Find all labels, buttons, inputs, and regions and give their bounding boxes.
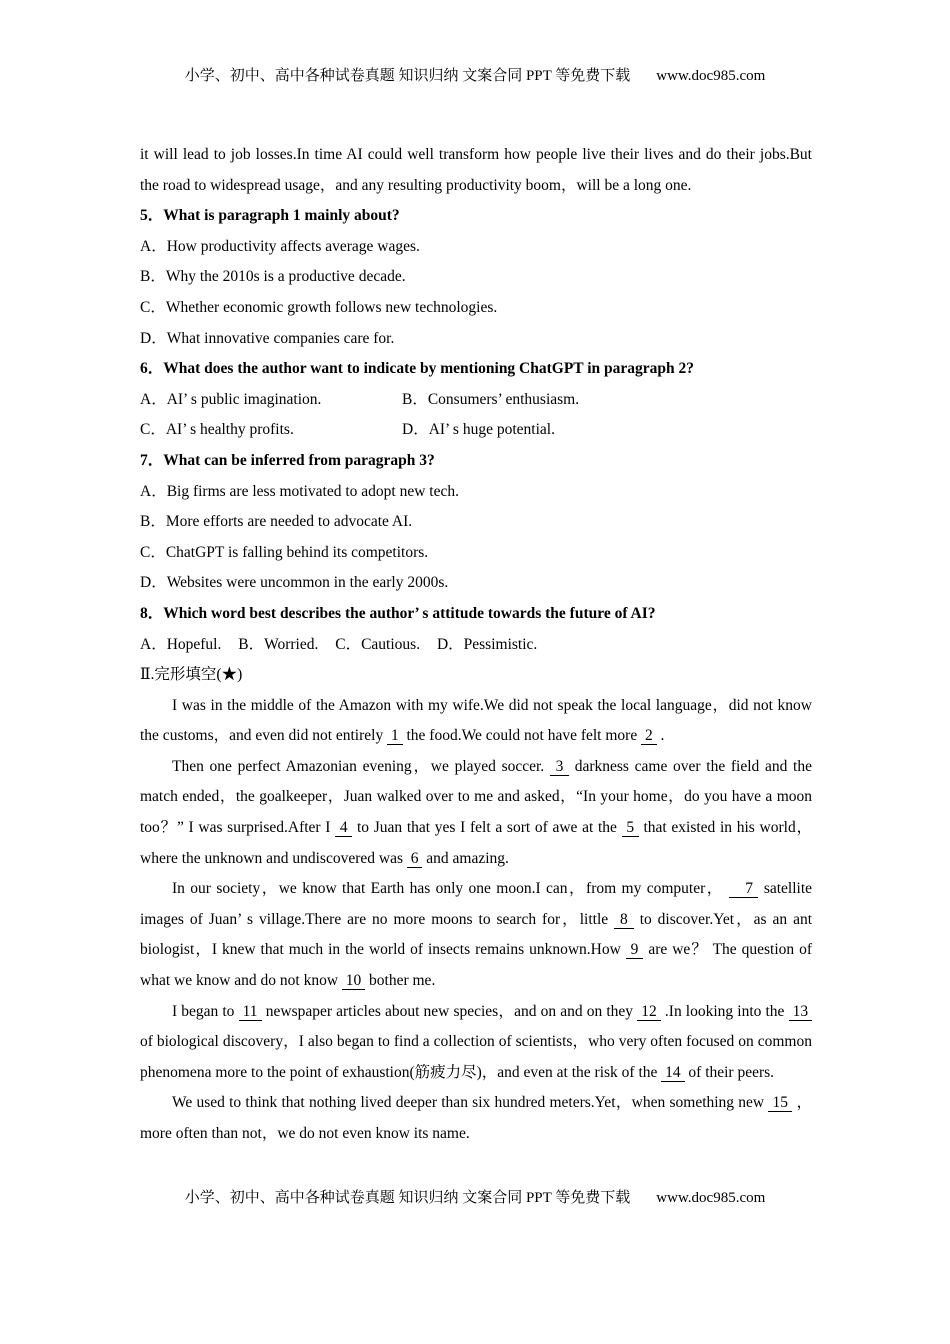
document-body	[140, 140, 812, 1150]
cloze-paragraph-2: Then one perfect Amazonian evening，we played soccer. 3 darkness came over the field and the match ended，the goalkeeper，Juan walked over to me and asked，“In your home，do you have a moon too？” I was surprised.After I 4 to Juan that yes I felt a sort of awe at the 5 that existed in his world，where the unknown and undiscovered was 6 and amazing.	[140, 757, 813, 867]
cloze-blank-1: 1	[387, 727, 403, 745]
cloze-paragraph-3: In our society，we know that Earth has only one moon.I can，from my computer， 7 satellite images of Juan’ s village.There are no more moons to search for，little 8 to discover.Yet，as an ant biologist，I knew that much in the world of insects remains unknown.How 9 are we？ The question of what we know and do not know 10 bother me.	[140, 880, 813, 990]
question-8-option-b: B．Worried.	[238, 635, 319, 653]
question-6-option-a: A．AI’ s public imagination.	[140, 390, 322, 408]
watermark-header-url: www.doc985.com	[656, 68, 766, 84]
question-8-option-d: D．Pessimistic.	[436, 635, 538, 653]
question-7-option-d: D．Websites were uncommon in the early 2000s.	[140, 574, 449, 592]
watermark-footer-url: www.doc985.com	[656, 1190, 766, 1206]
question-5	[140, 201, 812, 354]
question-5-option-d: D．What innovative companies care for.	[140, 329, 395, 347]
watermark-header-text: 小学、初中、高中各种试卷真题 知识归纳 文案合同 PPT 等免费下载	[184, 68, 631, 84]
question-6	[140, 354, 812, 446]
question-6-options	[140, 385, 812, 446]
question-6-option-d: D．AI’ s huge potential.	[402, 421, 555, 439]
watermark-header	[0, 64, 950, 85]
question-5-option-a: A．How productivity affects average wages.	[140, 237, 420, 255]
question-8-options	[140, 630, 812, 661]
question-6-option-c: C．AI’ s healthy profits.	[140, 421, 294, 439]
question-7-stem: 7．What can be inferred from paragraph 3?	[140, 451, 435, 469]
question-5-option-b: B．Why the 2010s is a productive decade.	[140, 268, 406, 286]
question-7-option-a: A．Big firms are less motivated to adopt new tech.	[140, 482, 459, 500]
question-8-stem: 8．Which word best describes the author’ s attitude towards the future of AI?	[140, 604, 656, 622]
question-7-option-b: B．More efforts are needed to advocate AI.	[140, 513, 413, 531]
question-6-option-b: B．Consumers’ enthusiasm.	[402, 390, 580, 408]
question-6-stem: 6．What does the author want to indicate by mentioning ChatGPT in paragraph 2?	[140, 360, 695, 378]
cloze-blank-13: 13	[788, 1002, 813, 1020]
cloze-blank-7: 7	[729, 880, 759, 898]
watermark-footer	[0, 1186, 950, 1207]
section-2-heading: Ⅱ.完形填空(★)	[140, 666, 243, 684]
cloze-blank-10: 10	[341, 972, 366, 990]
question-5-option-c: C．Whether economic growth follows new technologies.	[140, 298, 498, 316]
cloze-paragraph-5: We used to think that nothing lived deeper than six hundred meters.Yet，when something new 15 ，more often than not，we do not even know its name.	[140, 1094, 813, 1142]
cloze-blank-8: 8	[614, 910, 634, 928]
cloze-blank-5: 5	[621, 819, 639, 837]
cloze-blank-12: 12	[637, 1002, 661, 1020]
cloze-paragraph-4: I began to 11 newspaper articles about new species，and on and on they 12 .In looking into the 13 of biological discovery，I also began to find a collection of scientists，who very often focused on common phenomena more to the point of exhaustion(筋疲力尽)，and even at the risk of the 14 of their peers.	[140, 1002, 813, 1081]
cloze-blank-3: 3	[549, 757, 570, 775]
cloze-blank-11: 11	[238, 1002, 262, 1020]
question-8-option-c: C．Cautious.	[335, 635, 421, 653]
cloze-blank-2: 2	[641, 727, 657, 745]
passage-continuation: it will lead to job losses.In time AI could well transform how people live their lives and do their jobs.But the road to widespread usage，and any resulting productivity boom，will be a long one.	[140, 146, 812, 194]
cloze-blank-14: 14	[661, 1063, 685, 1081]
cloze-blank-6: 6	[406, 849, 423, 867]
question-8	[140, 599, 812, 660]
question-5-stem: 5．What is paragraph 1 mainly about?	[140, 207, 400, 225]
cloze-blank-15: 15	[768, 1094, 793, 1112]
question-8-option-a: A．Hopeful.	[140, 635, 222, 653]
question-7	[140, 446, 812, 599]
watermark-footer-text: 小学、初中、高中各种试卷真题 知识归纳 文案合同 PPT 等免费下载	[184, 1190, 631, 1206]
cloze-blank-4: 4	[335, 819, 353, 837]
question-7-option-c: C．ChatGPT is falling behind its competitors.	[140, 543, 429, 561]
cloze-paragraph-1: I was in the middle of the Amazon with my wife.We did not speak the local language，did not know the customs，and even did not entirely 1 the food.We could not have felt more 2 .	[140, 696, 812, 745]
cloze-blank-9: 9	[625, 941, 644, 959]
